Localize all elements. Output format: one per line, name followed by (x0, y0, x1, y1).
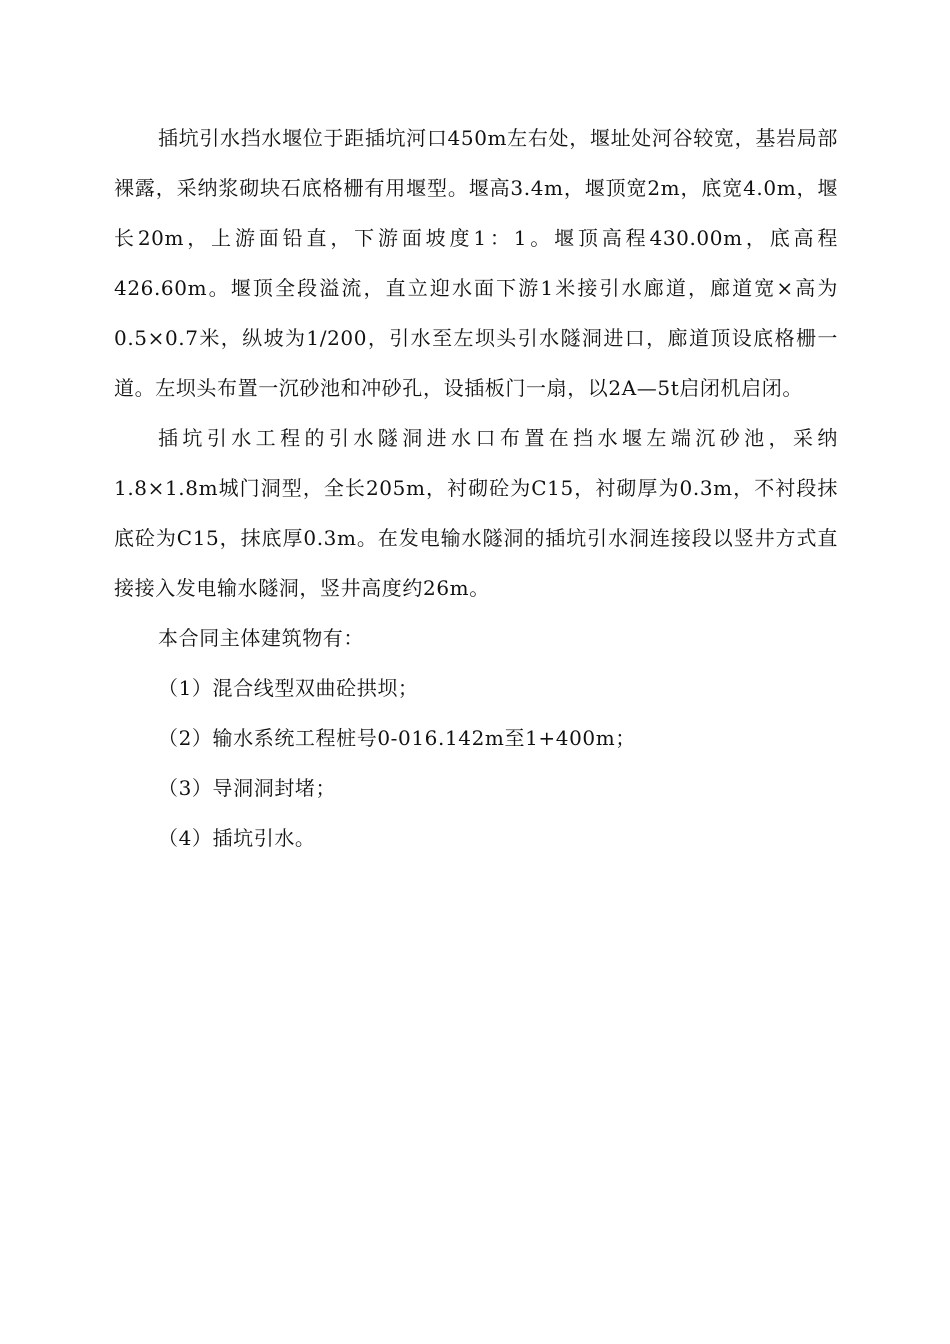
document-body (114, 113, 838, 863)
list-item: （2）输水系统工程桩号0-016.142m至1+400m； (158, 726, 636, 750)
list-item: （4）插坑引水。 (158, 826, 316, 850)
list-item: （3）导洞洞封堵； (158, 776, 337, 800)
list-item: （1）混合线型双曲砼拱坝； (158, 676, 419, 700)
paragraph-tunnel: 插坑引水工程的引水隧洞进水口布置在挡水堰左端沉砂池，采纳1.8×1.8m城门洞型，全长205m，衬砌砼为C15，衬砌厚为0.3m，不衬段抹底砼为C15，抹底厚0.3m。在发电输水隧洞的插坑引水洞连接段以竖井方式直接接入发电输水隧洞，竖井高度约26m。 (114, 426, 838, 600)
paragraph-weir: 插坑引水挡水堰位于距插坑河口450m左右处，堰址处河谷较宽，基岩局部裸露，采纳浆砌块石底格栅有用堰型。堰高3.4m，堰顶宽2m，底宽4.0m，堰长20m，上游面铅直，下游面坡度1：1。堰顶高程430.00m，底高程426.60m。堰顶全段溢流，直立迎水面下游1米接引水廊道，廊道宽×高为0.5×0.7米，纵坡为1/200，引水至左坝头引水隧洞进口，廊道顶设底格栅一道。左坝头布置一沉砂池和冲砂孔，设插板门一扇，以2A—5t启闭机启闭。 (114, 126, 838, 400)
paragraph-contract-intro: 本合同主体建筑物有： (158, 626, 364, 650)
